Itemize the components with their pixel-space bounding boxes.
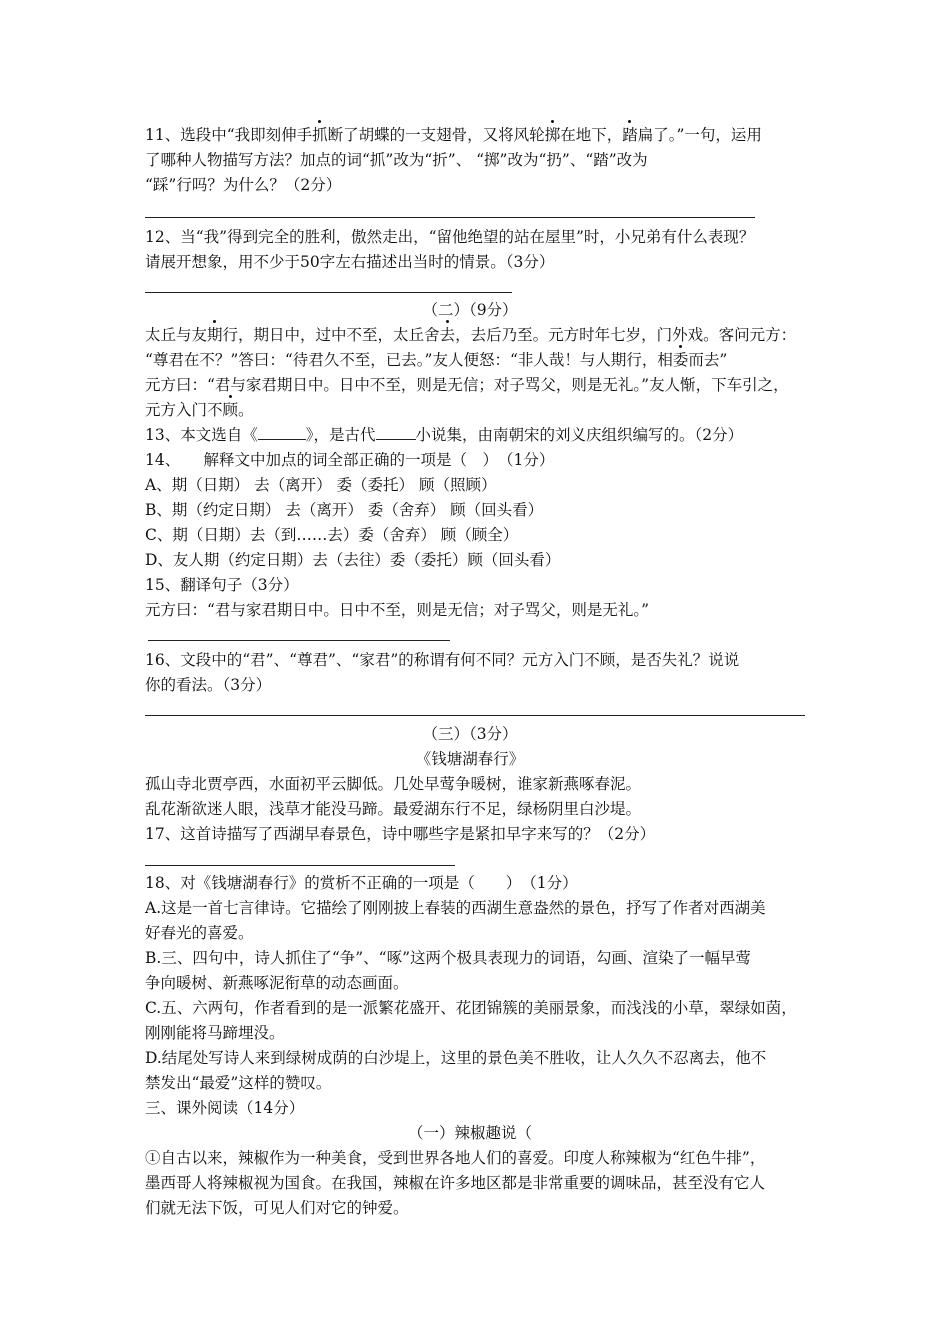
q13: 13、本文选自《 》，是古代 小说集，由南朝宋的刘义庆组织编写的。（2分） — [145, 426, 744, 444]
part3-heading: 三、课外阅读（14分） — [145, 1099, 305, 1117]
q15-sentence: 元方曰：“君与家君期日中。日中不至，则是无信；对子骂父，则是无礼。” — [145, 601, 650, 619]
q13-blank-1[interactable] — [258, 424, 306, 440]
q14-option-a: A、期（日期） 去（离开） 委（委托） 顾（照顾） — [145, 476, 497, 494]
q11-line-3: “踩”行吗？为什么？（2分） — [145, 176, 342, 194]
q12-line-2: 请展开想象，用不少于50字左右描述出当时的情景。（3分） — [145, 253, 555, 271]
q18-option-a-line-1: A.这是一首七言律诗。它描绘了刚刚披上春装的西湖生意盎然的景色，抒写了作者对西湖美 — [145, 899, 766, 917]
q18-option-d-line-2: 禁发出“最爱”这样的赞叹。 — [145, 1074, 332, 1092]
passage-line-4: 元方入门不顾。 — [145, 401, 254, 419]
emphasis-dot-qu: 去 — [439, 326, 456, 344]
section2-heading: （二）（9分） — [422, 301, 518, 319]
poem-line-1: 孤山寺北贾亭西，水面初平云脚低。几处早莺争暖树，谁家新燕啄春泥。 — [145, 775, 642, 793]
q13-blank-2[interactable] — [376, 424, 416, 440]
q11-answer-line — [145, 217, 755, 218]
q18-option-b-line-1: B.三、四句中，诗人抓住了“争”、“啄”这两个极具表现力的词语，勾画、渲染了一幅早莺 — [145, 949, 752, 967]
q16-line-2: 你的看法。（3分） — [145, 676, 272, 694]
q18-option-c-line-1: C.五、六两句，作者看到的是一派繁花盛开、花团锦簇的美丽景象，而浅浅的小草，翠绿如茵， — [145, 999, 797, 1017]
emphasis-dot-ta: 踏 — [622, 126, 638, 144]
q12-answer-line — [145, 292, 512, 293]
reading-p1-line-1: ①自古以来，辣椒作为一种美食，受到世界各地人们的喜爱。印度人称辣椒为“红色牛排”， — [145, 1149, 766, 1167]
reading-p1-line-2: 墨西哥人将辣椒视为国食。在我国，辣椒在许多地区都是非常重要的调味品，甚至没有它人 — [145, 1174, 766, 1192]
q14-option-d: D、友人期（约定日期）去（去往）委（委托）顾（回头看） — [145, 551, 561, 569]
poem-title: 《钱塘湖春行》 — [415, 750, 525, 768]
passage-line-1: 太丘与友期行，期日中，过中不至，太丘舍去，去后乃至。元方时年七岁，门外戏。客问元方： — [145, 326, 797, 344]
q14-option-b: B、期（约定日期） 去（离开） 委（舍弃） 顾（回头看） — [145, 501, 544, 519]
q12-line-1: 12、当“我”得到完全的胜利，傲然走出，“留他绝望的站在屋里”时，小兄弟有什么表现？ — [145, 228, 755, 246]
q17: 17、这首诗描写了西湖早春景色，诗中哪些字是紧扣早字来写的？（2分） — [145, 825, 656, 843]
q14-option-c: C、期（日期）去（到……去）委（舍弃） 顾（顾全） — [145, 526, 519, 544]
q16-answer-line — [145, 715, 805, 716]
emphasis-dot-gu: 顾 — [222, 401, 239, 419]
section3-heading: （三）（3分） — [422, 725, 518, 743]
emphasis-dot-zhua: 抓 — [312, 126, 328, 144]
q14: 14、 解释文中加点的词全部正确的一项是（ ） （1分） — [145, 451, 555, 469]
part3-sub-heading: （一）辣椒趣说（ — [407, 1124, 532, 1142]
emphasis-dot-wei: 委 — [672, 351, 689, 369]
q16-line-1: 16、文段中的“君”、“尊君”、“家君”的称谓有何不同？元方入门不顾，是否失礼？说说 — [145, 651, 740, 669]
poem-line-2: 乱花渐欲迷人眼，浅草才能没马蹄。最爱湖东行不足，绿杨阴里白沙堤。 — [145, 800, 642, 818]
q18-option-b-line-2: 争向暖树、新燕啄泥衔草的动态画面。 — [145, 974, 409, 992]
q18: 18、对《钱塘湖春行》的赏析不正确的一项是（ ） （1分） — [145, 874, 578, 892]
q17-answer-line — [145, 865, 455, 866]
q15: 15、翻译句子（3分） — [145, 576, 299, 594]
passage-line-3: 元方曰：“君与家君期日中。日中不至，则是无信；对子骂父，则是无礼。”友人惭，下车引之， — [145, 376, 789, 394]
emphasis-dot-zhi: 掷 — [544, 126, 561, 144]
reading-p1-line-3: 们就无法下饭，可见人们对它的钟爱。 — [145, 1199, 409, 1217]
q11-line-1: 11、选段中“我即刻伸手抓断了胡蝶的一支翅骨，又将风轮掷在地下，踏扁了。”一句，运用 — [145, 126, 762, 144]
q15-answer-line — [148, 640, 450, 641]
q18-option-d-line-1: D.结尾处写诗人来到绿树成荫的白沙堤上，这里的景色美不胜收，让人久久不忍离去，他不 — [145, 1049, 767, 1067]
passage-line-2: “尊君在不？”答曰：“待君久不至，已去。”友人便怒：“非人哉！与人期行，相委而去” — [145, 351, 728, 369]
q11-line-2: 了哪种人物描写方法？加点的词“抓”改为“折”、 “掷”改为“扔”、“踏”改为 — [145, 151, 648, 169]
q18-option-a-line-2: 好春光的喜爱。 — [145, 924, 254, 942]
q18-option-c-line-2: 刚刚能将马蹄埋没。 — [145, 1024, 285, 1042]
emphasis-dot-qi: 期 — [207, 326, 223, 344]
